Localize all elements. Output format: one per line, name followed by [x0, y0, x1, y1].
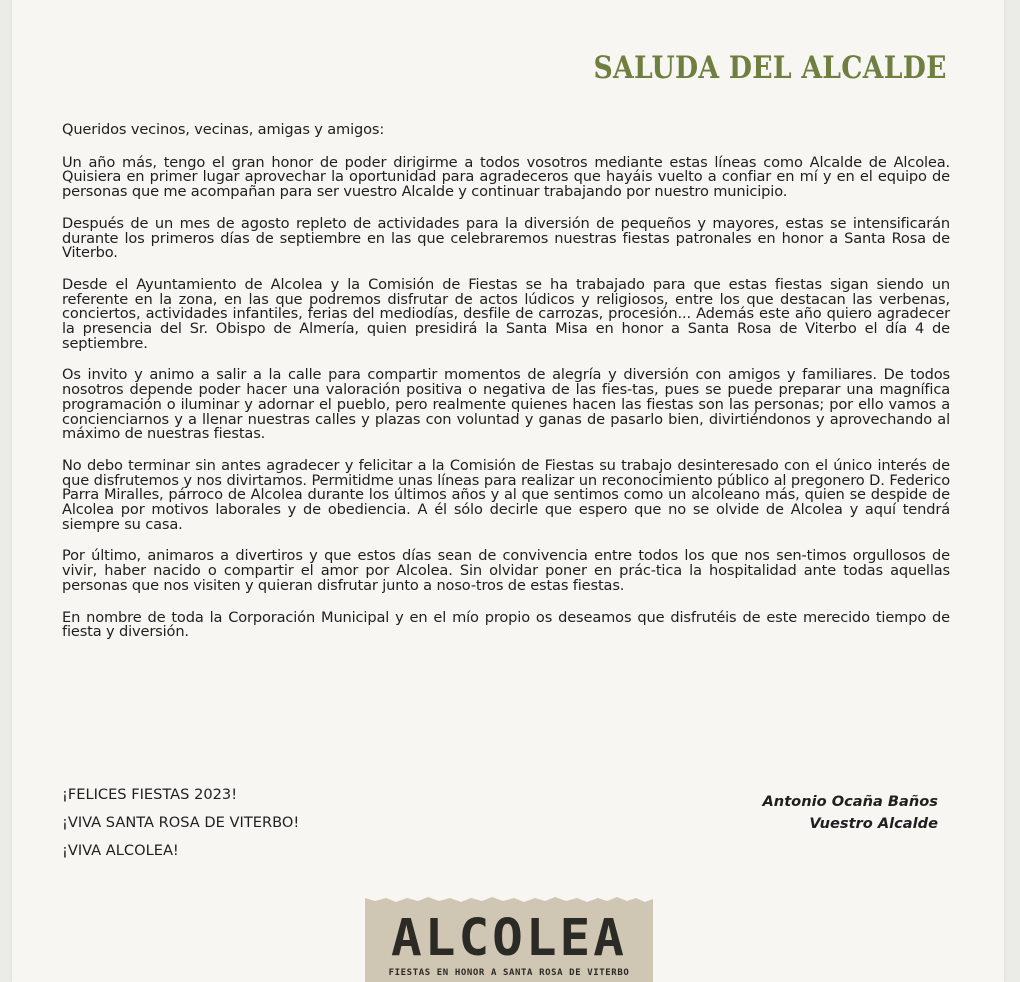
signature-role: Vuestro Alcalde [809, 815, 938, 832]
letter-body [62, 123, 950, 657]
letter-paragraph: Por último, animaros a divertiros y que estos días sean de convivencia entre todos los que nos sen-timos orgullosos de vivir, haber nacido o compartir el amor por Alcolea. Sin olvidar poner en prác-tica la hospitalidad ante todas aquellas personas que nos visiten y quieran disfrutar junto a noso-tros de estas fiestas. [62, 547, 950, 594]
closing-cheers [62, 786, 299, 870]
letter-paragraph: En nombre de toda la Corporación Municipal y en el mío propio os deseamos que disfrutéis de este merecido tiempo de fiesta y diversión. [62, 608, 950, 641]
letter-paragraph: Desde el Ayuntamiento de Alcolea y la Comisión de Fiestas se ha trabajado para que estas fiestas sigan siendo un referente en la zona, en las que podremos disfrutar de actos lúdicos y religiosos, entre los que destacan las verbenas, conciertos, actividades infantiles, ferias del mediodías, desfile de carrozas, procesión... Además este año quiero agradecer la presencia del Sr. Obispo de Almería, quien presidirá la Santa Misa en honor a Santa Rosa de Viterbo el día 4 de septiembre. [62, 275, 950, 352]
letter-paragraph: No debo terminar sin antes agradecer y felicitar a la Comisión de Fiestas su trabajo desinteresado con el único interés de que disfrutemos y nos divirtamos. Permitidme unas líneas para realizar un reconocimiento público al pregonero D. Federico Parra Miralles, párroco de Alcolea durante los últimos años y al que sentimos como un alcoleano más, quien se despide de Alcolea por motivos laborales y de obediencia. A él sólo decirle que espero que no se olvide de Alcolea y aquí tendrá siempre su casa. [62, 456, 950, 533]
torn-paper-edge [365, 895, 653, 905]
letter-greeting: Queridos vecinos, vecinas, amigas y amigos: [62, 121, 385, 138]
closing-line: ¡VIVA ALCOLEA! [62, 842, 179, 859]
letter-paragraph: Os invito y animo a salir a la calle para compartir momentos de alegría y diversión con amigos y familiares. De todos nosotros depende poder hacer una valoración positiva o negativa de las fies-tas, pues se puede preparar una magnífica programación o iluminar y adornar el pueblo, pero realmente quienes hacen las fiestas son las personas; por ello vamos a concienciarnos y a llenar nuestras calles y plazas con voluntad y ganas de pasarlo bien, divirtiéndonos y aprovechando al máximo de nuestras fiestas. [62, 366, 950, 443]
letter-page [12, 0, 1004, 982]
banner-subtitle: FIESTAS EN HONOR A SANTA ROSA DE VITERBO [388, 968, 630, 978]
letter-paragraph: Un año más, tengo el gran honor de poder dirigirme a todos vosotros mediante estas líneas como Alcalde de Alcolea. Quisiera en primer lugar aprovechar la oportunidad para agradeceros que hayáis vuelto a confiar en mí y en el equipo de personas que me acompañan para ser vuestro Alcalde y continuar trabajando por nuestro municipio. [62, 153, 950, 201]
closing-line: ¡VIVA SANTA ROSA DE VITERBO! [62, 814, 300, 831]
letter-paragraph: Después de un mes de agosto repleto de actividades para la diversión de pequeños y mayores, estas se intensificarán durante los primeros días de septiembre en las que celebraremos nuestras fiestas patronales en honor a Santa Rosa de Viterbo. [62, 214, 950, 262]
page-title: SALUDA DEL ALCALDE [593, 50, 947, 86]
banner-logo-word: ALCOLEA [391, 909, 627, 968]
closing-line: ¡FELICES FIESTAS 2023! [62, 786, 238, 803]
signature-name: Antonio Ocaña Baños [762, 793, 938, 810]
signature-block [763, 791, 938, 835]
alcolea-banner [365, 895, 653, 982]
